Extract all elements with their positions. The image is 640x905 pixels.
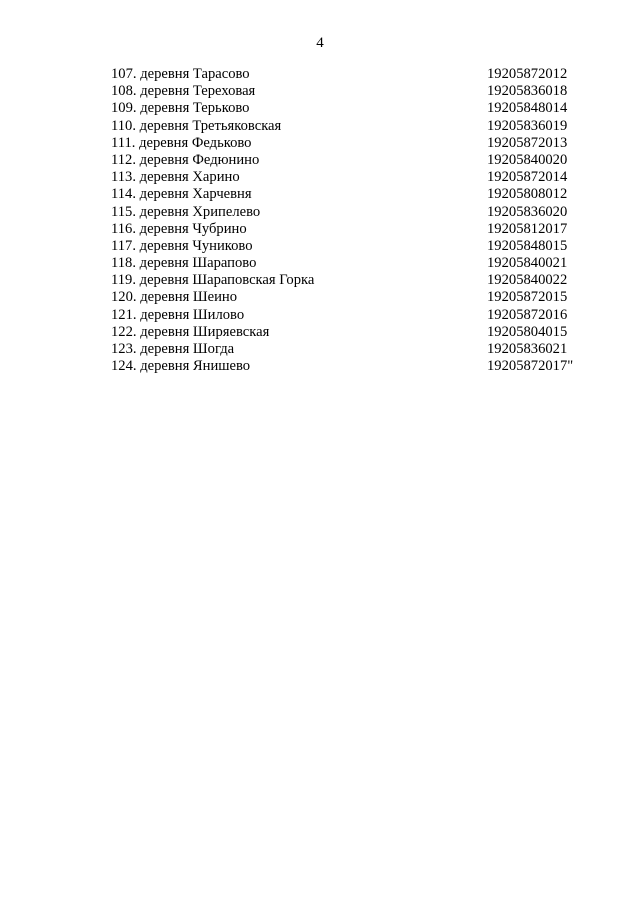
settlement-name: 120. деревня Шеино <box>111 289 238 306</box>
okato-code: 19205872017" <box>487 358 574 375</box>
settlement-name: 114. деревня Харчевня <box>111 186 252 203</box>
settlement-name: 121. деревня Шилово <box>111 306 245 323</box>
okato-code: 19205848015 <box>487 237 568 254</box>
okato-code: 19205872012 <box>487 66 568 82</box>
list-item <box>111 358 591 375</box>
list-item <box>111 289 591 306</box>
okato-code: 19205812017 <box>487 220 568 237</box>
settlement-name: 108. деревня Тереховая <box>111 83 256 100</box>
settlement-name: 107. деревня Тарасово <box>111 66 250 82</box>
list-item <box>111 186 591 203</box>
page-number: 4 <box>316 35 324 51</box>
list-item <box>111 221 591 238</box>
settlement-name: 109. деревня Терьково <box>111 100 250 117</box>
list-item <box>111 324 591 341</box>
okato-code: 19205836018 <box>487 83 568 100</box>
settlement-name: 124. деревня Янишево <box>111 358 251 375</box>
list-item <box>111 255 591 272</box>
okato-code: 19205836019 <box>487 117 568 134</box>
list-item <box>111 118 591 135</box>
settlement-name: 117. деревня Чуниково <box>111 237 253 254</box>
list-item <box>111 83 591 100</box>
settlement-list <box>111 66 591 375</box>
list-item <box>111 307 591 324</box>
settlement-name: 113. деревня Харино <box>111 169 240 186</box>
okato-code: 19205840022 <box>487 272 568 289</box>
okato-code: 19205840020 <box>487 151 568 168</box>
okato-code: 19205804015 <box>487 323 568 340</box>
okato-code: 19205872014 <box>487 169 568 186</box>
okato-code: 19205808012 <box>487 186 568 203</box>
okato-code: 19205872013 <box>487 134 568 151</box>
list-item <box>111 152 591 169</box>
list-item <box>111 272 591 289</box>
settlement-name: 123. деревня Шогда <box>111 341 235 357</box>
okato-code: 19205840021 <box>487 255 568 272</box>
list-item <box>111 66 591 83</box>
settlement-name: 116. деревня Чубрино <box>111 220 247 237</box>
settlement-name: 112. деревня Федюнино <box>111 151 260 168</box>
settlement-name: 118. деревня Шарапово <box>111 255 257 272</box>
okato-code: 19205836021 <box>487 341 568 357</box>
settlement-name: 111. деревня Федьково <box>111 134 252 151</box>
list-item <box>111 204 591 221</box>
list-item <box>111 238 591 255</box>
list-item <box>111 100 591 117</box>
okato-code: 19205872015 <box>487 289 568 306</box>
list-item <box>111 341 591 358</box>
okato-code: 19205872016 <box>487 306 568 323</box>
list-item <box>111 169 591 186</box>
settlement-name: 110. деревня Третьяковская <box>111 117 282 134</box>
okato-code: 19205836020 <box>487 203 568 220</box>
list-item <box>111 135 591 152</box>
settlement-name: 122. деревня Ширяевская <box>111 323 270 340</box>
okato-code: 19205848014 <box>487 100 568 117</box>
settlement-name: 119. деревня Шараповская Горка <box>111 272 315 289</box>
settlement-name: 115. деревня Хрипелево <box>111 203 261 220</box>
